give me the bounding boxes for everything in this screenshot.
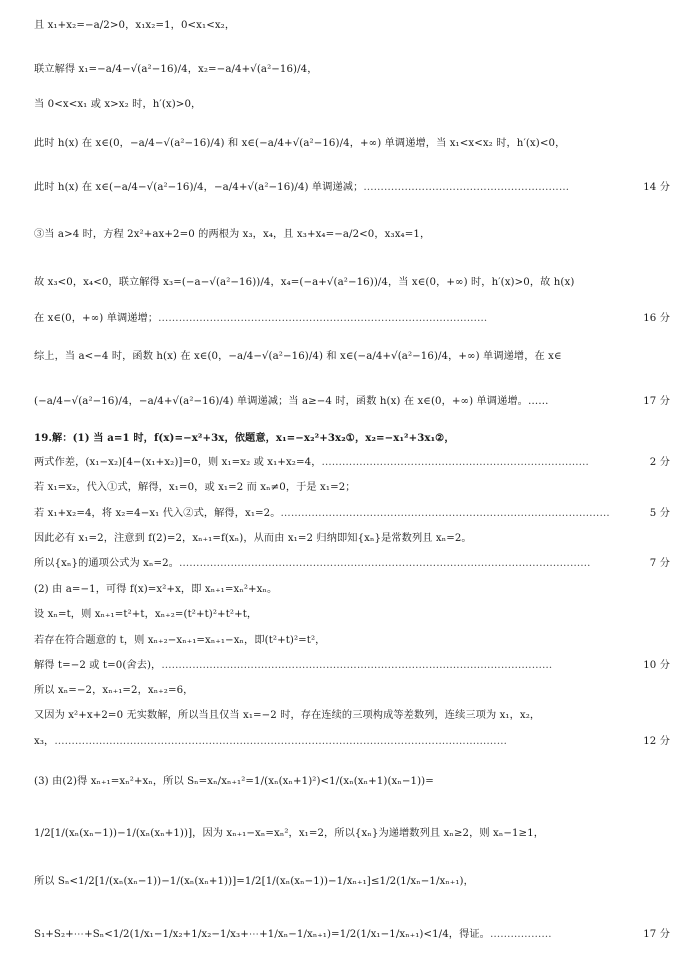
line-16: 所以{xₙ}的通项公式为 xₙ=2。………………………………………………………………………………………………………… 7 分: [34, 558, 670, 569]
line-18: 设 xₙ=t，则 xₙ₊₁=t²+t，xₙ₊₂=(t²+t)²+t²+t，: [34, 609, 258, 620]
line-23: x₃，…………………………………………………………………………………………………………………… 12 分: [34, 736, 670, 747]
line-26: 所以 Sₙ<1/2[1/(xₙ(xₙ−1))−1/(xₙ(xₙ+1))]=1/2[1/(xₙ(xₙ−1))−1/xₙ₊₁]≤1/2(1/xₙ−1/xₙ₊₁)，: [34, 876, 474, 887]
score-label: 2 分: [649, 457, 670, 468]
line-17: (2) 由 a=−1，可得 f(x)=x²+x，即 xₙ₊₁=xₙ²+xₙ。: [34, 584, 278, 595]
line-24: (3) 由(2)得 xₙ₊₁=xₙ²+xₙ，所以 Sₙ=xₙ/xₙ₊₁²=1/(xₙ(xₙ+1)²)<1/(xₙ(xₙ+1)(xₙ−1))=: [34, 776, 434, 787]
line-12: 两式作差，(x₁−x₂)[4−(x₁+x₂)]=0，则 x₁=x₂ 或 x₁+x₂=4，…………………………………………………………………… 2 分: [34, 457, 670, 468]
line-1: 且 x₁+x₂=−a/2>0，x₁x₂=1，0<x₁<x₂，: [34, 20, 236, 31]
line-7: 故 x₃<0，x₄<0，联立解得 x₃=(−a−√(a²−16))/4，x₄=(−a+√(a²−16))/4，当 x∈(0，+∞) 时，h′(x)>0，故 h(x): [34, 277, 575, 288]
line-5: 此时 h(x) 在 x∈(−a/4−√(a²−16)/4，−a/4+√(a²−16)/4) 单调递减；…………………………………………………… 14 分: [34, 178, 670, 198]
line-8: 在 x∈(0，+∞) 单调递增；…………………………………………………………………………………… 16 分: [34, 313, 670, 324]
line-11: 19.解：(1) 当 a=1 时，f(x)=−x²+3x，依题意，x₁=−x₂²+3x₂①，x₂=−x₁²+3x₁②，: [34, 432, 455, 444]
score-label: 7 分: [649, 558, 670, 569]
line-25: 1/2[1/(xₙ(xₙ−1))−1/(xₙ(xₙ+1))]，因为 xₙ₊₁−xₙ=xₙ²，x₁=2，所以{xₙ}为递增数列且 xₙ≥2，则 xₙ−1≥1，: [34, 828, 545, 839]
line-27: S₁+S₂+⋯+Sₙ<1/2(1/x₁−1/x₂+1/x₂−1/x₃+⋯+1/xₙ−1/xₙ₊₁)=1/2(1/x₁−1/xₙ₊₁)<1/4，得证。……………… 17 分: [34, 925, 670, 945]
line-6: ③当 a>4 时，方程 2x²+ax+2=0 的两根为 x₃，x₄，且 x₃+x₄=−a/2<0，x₃x₄=1，: [34, 229, 431, 240]
score-label: 14 分: [641, 178, 670, 198]
score-label: 5 分: [649, 508, 670, 519]
line-4: 此时 h(x) 在 x∈(0，−a/4−√(a²−16)/4) 和 x∈(−a/4+√(a²−16)/4，+∞) 单调递增，当 x₁<x<x₂ 时，h′(x)<0，: [34, 138, 566, 149]
line-19: 若存在符合题意的 t，则 xₙ₊₂−xₙ₊₁=xₙ₊₁−xₙ，即(t²+t)²=t²，: [34, 635, 326, 646]
line-15: 因此必有 x₁=2，注意到 f(2)=2，xₙ₊₁=f(xₙ)，从而由 x₁=2 归纳即知{xₙ}是常数列且 xₙ=2。: [34, 533, 472, 544]
score-label: 12 分: [643, 736, 670, 747]
line-21: 所以 xₙ=−2，xₙ₊₁=2，xₙ₊₂=6，: [34, 685, 194, 696]
line-14: 若 x₁+x₂=4，将 x₂=4−x₁ 代入②式，解得，x₁=2。…………………………………………………………………………………… 5 分: [34, 508, 670, 519]
line-3: 当 0<x<x₁ 或 x>x₂ 时，h′(x)>0，: [34, 99, 202, 110]
score-label: 16 分: [643, 313, 670, 324]
score-label: 17 分: [641, 392, 670, 412]
line-22: 又因为 x²+x+2=0 无实数解，所以当且仅当 x₁=−2 时，存在连续的三项构成等差数列，连续三项为 x₁，x₂，: [34, 710, 541, 721]
line-20: 解得 t=−2 或 t=0(舍去)，…………………………………………………………………………………………………… 10 分: [34, 660, 670, 671]
line-10: (−a/4−√(a²−16)/4，−a/4+√(a²−16)/4) 单调递减；当 a≥−4 时，函数 h(x) 在 x∈(0，+∞) 单调递增。…… 17 分: [34, 392, 670, 412]
score-label: 10 分: [643, 660, 670, 671]
score-label: 17 分: [641, 925, 670, 945]
line-13: 若 x₁=x₂，代入①式，解得，x₁=0，或 x₁=2 而 xₙ≠0，于是 x₁=2；: [34, 482, 356, 493]
line-2: 联立解得 x₁=−a/4−√(a²−16)/4，x₂=−a/4+√(a²−16)/4，: [34, 64, 318, 75]
line-9: 综上，当 a<−4 时，函数 h(x) 在 x∈(0，−a/4−√(a²−16)/4) 和 x∈(−a/4+√(a²−16)/4，+∞) 单调递增，在 x∈: [34, 351, 562, 362]
